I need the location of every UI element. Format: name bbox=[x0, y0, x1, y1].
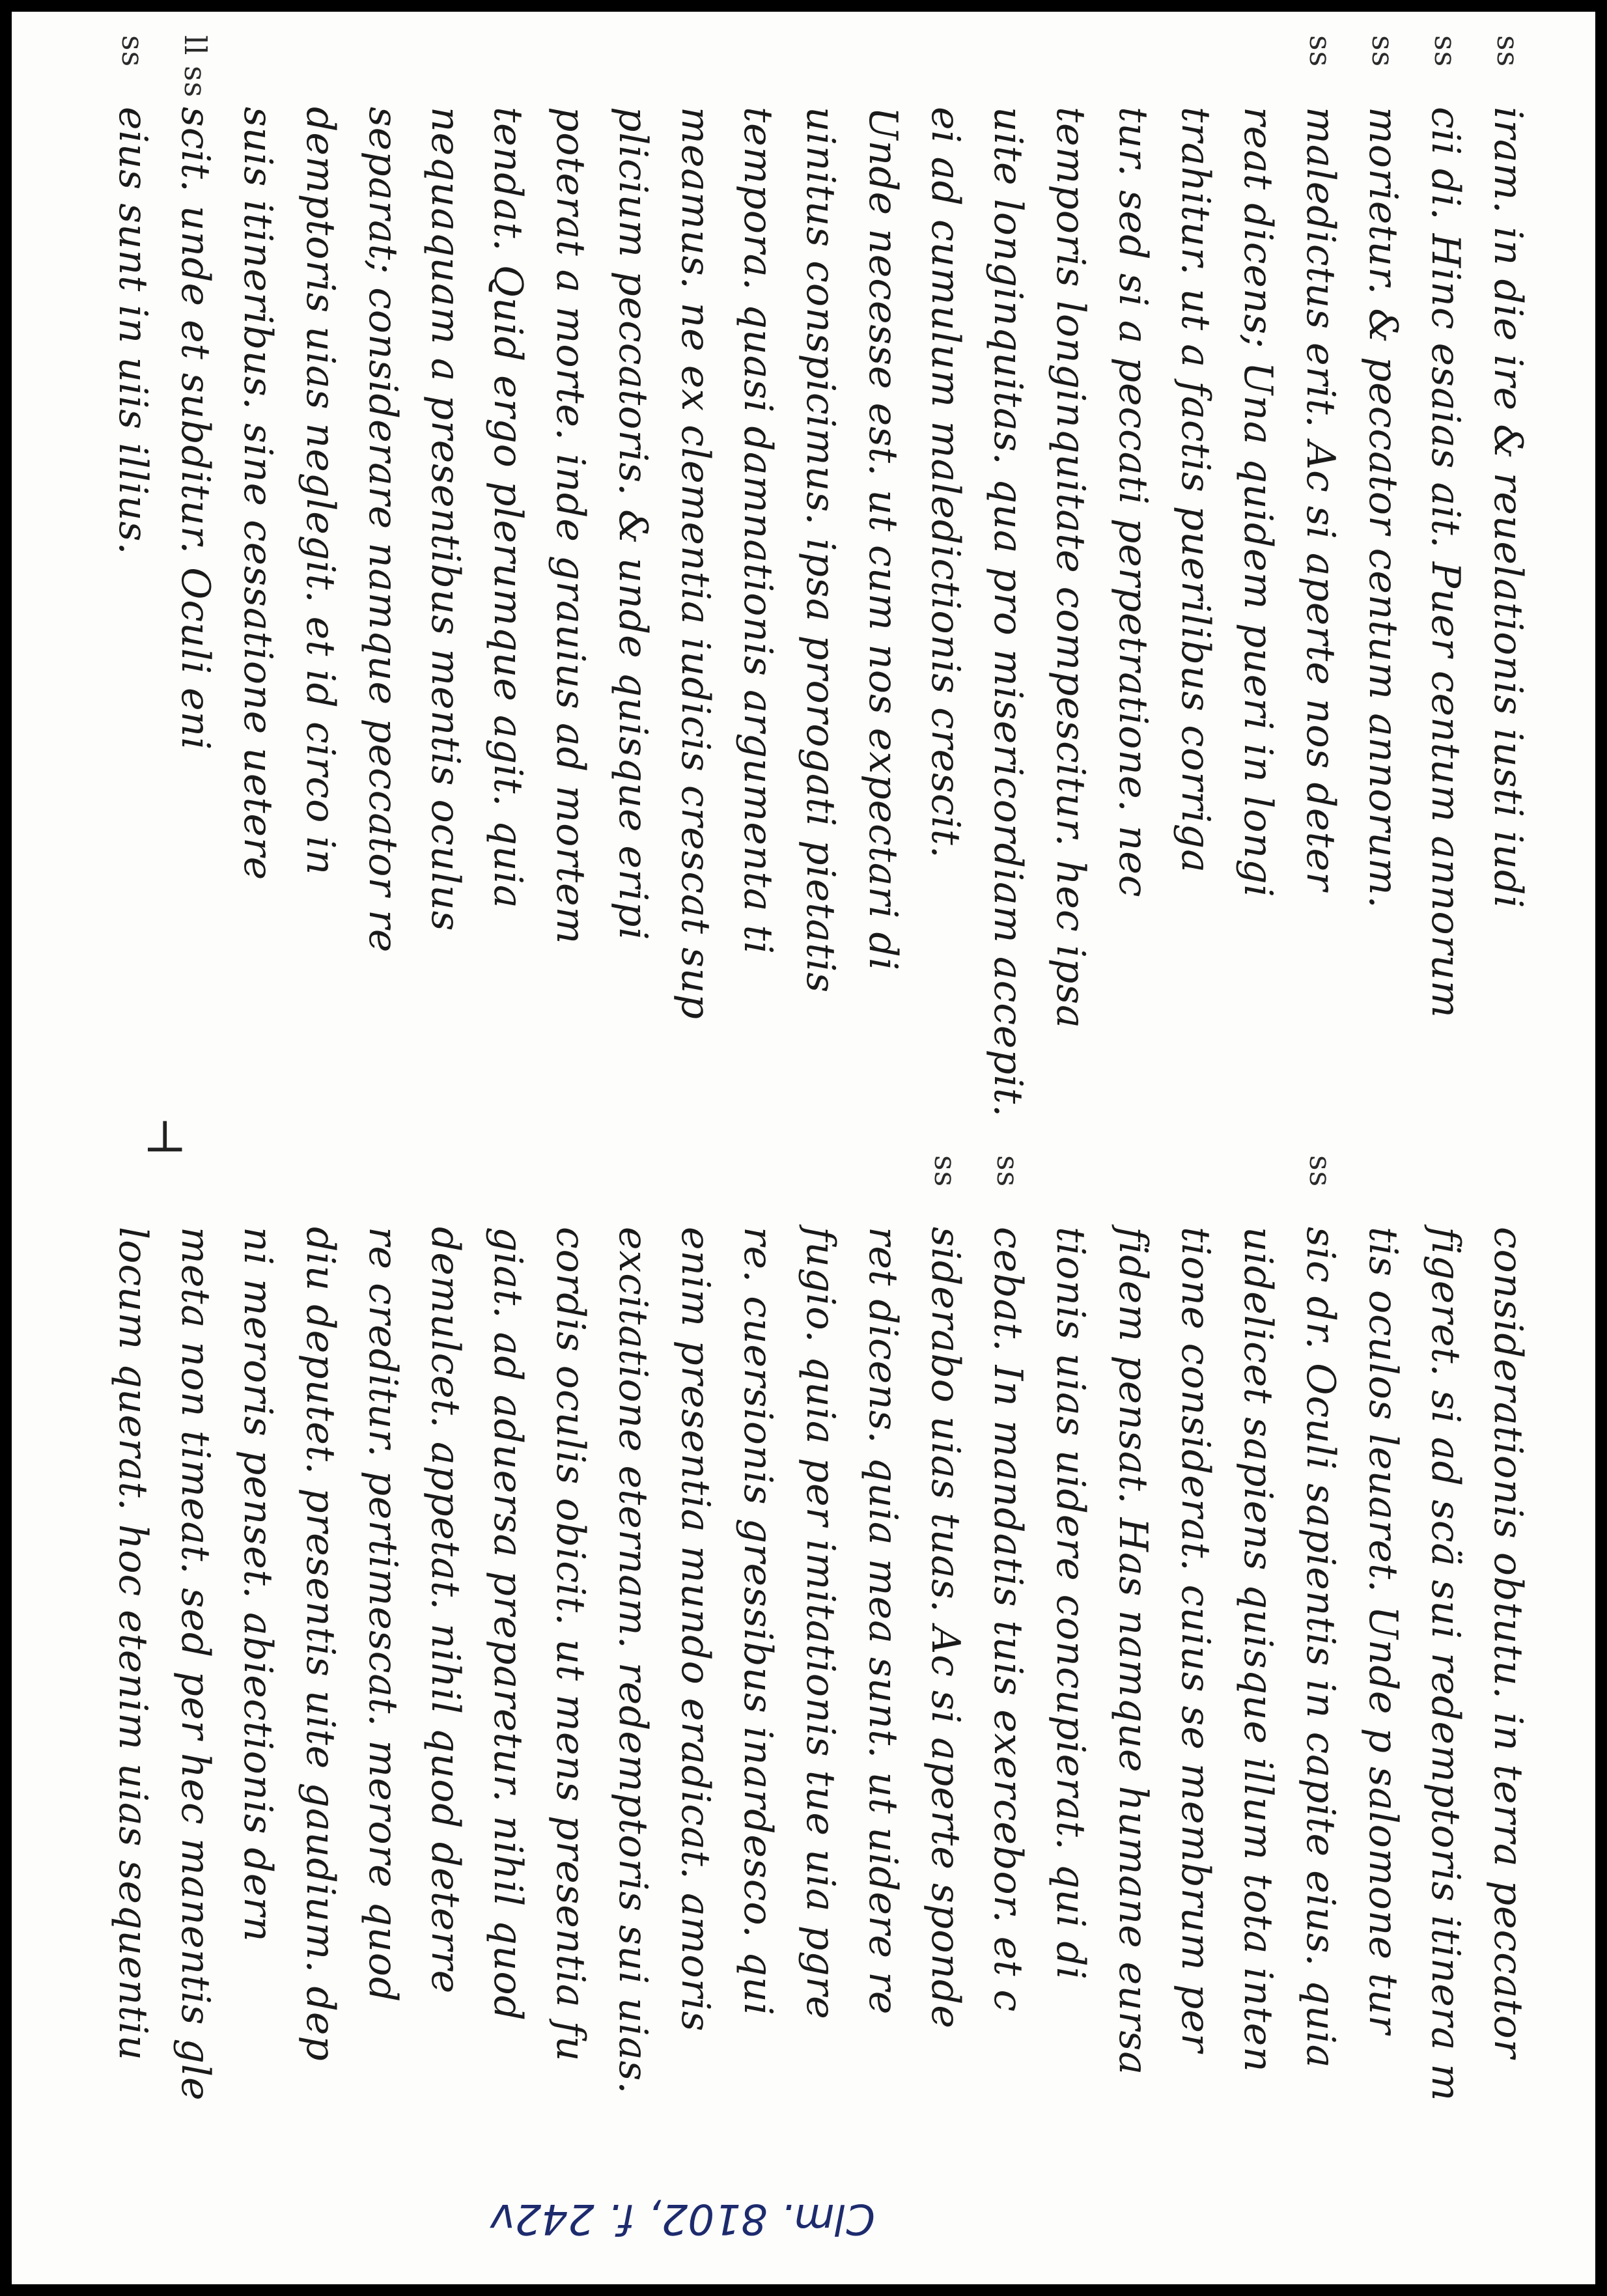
line-text: re creditur. pertimescat. merore quod bbox=[360, 1227, 406, 2003]
margin-mark: ss bbox=[990, 1155, 1026, 1188]
line-text: diu deputet. presentis uite gaudium. dep bbox=[298, 1227, 343, 2062]
paragraph-end-mark: ⊣ bbox=[137, 1116, 191, 1156]
margin-mark: ss bbox=[1428, 35, 1463, 68]
margin-mark: ss bbox=[1490, 35, 1526, 68]
shelfmark-layer bbox=[9, 9, 1598, 2287]
line-text: tis oculos leuaret. Unde p salomone tur bbox=[1360, 1227, 1406, 2035]
line-text: plicium peccatoris. & unde quisque eripi bbox=[610, 107, 656, 941]
margin-mark: ss bbox=[928, 1155, 963, 1188]
margin-mark: ss bbox=[1303, 35, 1338, 68]
line-text: sic dr. Oculi sapientis in capite eius. quia bbox=[1298, 1227, 1343, 2069]
line-text: Unde necesse est. ut cum nos expectari di bbox=[860, 107, 906, 972]
line-text: tempora. quasi damnationis argumenta ti bbox=[735, 107, 781, 955]
line-text: uite longinquitas. qua pro misericordiam accepit. bbox=[985, 107, 1031, 1118]
line-text: eius sunt in uiis illius. bbox=[110, 107, 156, 555]
margin-mark: ss bbox=[115, 35, 150, 68]
line-text: fidem pensat. Has namque humane eursa bbox=[1110, 1227, 1156, 2076]
margin-mark: ss bbox=[1365, 35, 1401, 68]
line-text: uidelicet sapiens quisque illum tota inten bbox=[1235, 1227, 1281, 2073]
line-text: maledictus erit. Ac si aperte nos deter bbox=[1298, 107, 1343, 891]
line-text: iram. in die ire & reuelationis iusti iudi bbox=[1485, 107, 1531, 909]
line-text: uinitus conspicimus. ipsa prorogati pietatis bbox=[798, 107, 843, 994]
line-text: tendat. Quid ergo plerumque agit. quia bbox=[485, 107, 531, 909]
line-text: enim presentia mundo eradicat. amoris bbox=[673, 1227, 718, 2032]
line-text: morietur. & peccator centum annorum. bbox=[1360, 107, 1406, 909]
line-text: meamus. ne ex clementia iudicis crescat sup bbox=[673, 107, 718, 1020]
line-text: cii di. Hinc esaias ait. Puer centum annorum bbox=[1423, 107, 1468, 1018]
line-text: tur. sed si a peccati perpetratione. nec bbox=[1110, 107, 1156, 898]
line-text: re. cuersionis gressibus inardesco. qui bbox=[735, 1227, 781, 2016]
line-text: scit. unde et subditur. Oculi eni bbox=[173, 107, 218, 751]
line-text: ret dicens. quia mea sunt. ut uidere re bbox=[860, 1227, 906, 2015]
shelfmark-holder bbox=[419, 2194, 875, 2243]
line-text: demulcet. appetat. nihil quod deterre bbox=[423, 1227, 468, 1995]
line-text: locum querat. hoc etenim uias sequentiu bbox=[110, 1227, 156, 2062]
line-text: demptoris uias neglegit. et id circo in bbox=[298, 107, 343, 876]
line-text: ei ad cumulum maledictionis crescit. bbox=[923, 107, 968, 859]
line-text: considerationis obtutu. in terra peccator bbox=[1485, 1227, 1531, 2059]
line-text: temporis longinquitate compescitur. hec ipsa bbox=[1048, 107, 1093, 1029]
line-text: giat. ad aduersa preparetur. nihil quod bbox=[485, 1227, 531, 2021]
margin-mark: ll ss bbox=[178, 35, 213, 98]
line-text: ni meroris penset. abiectionis dern bbox=[235, 1227, 281, 1942]
line-text: poterat a morte. inde grauius ad mortem bbox=[548, 107, 593, 945]
line-text: siderabo uias tuas. Ac si aperte sponde bbox=[923, 1227, 968, 2029]
line-text: separat; considerare namque peccator re bbox=[360, 107, 406, 953]
line-text: cebat. In mandatis tuis exercebor. et c bbox=[985, 1227, 1031, 2013]
line-text: tione considerat. cuius se membrum per bbox=[1173, 1227, 1218, 2053]
line-text: nequaquam a presentibus mentis oculus bbox=[423, 107, 468, 932]
line-text: tionis uias uidere concupierat. qui di bbox=[1048, 1227, 1093, 1980]
line-text: trahitur. ut a factis puerilibus corriga bbox=[1173, 107, 1218, 873]
line-text: reat dicens; Una quidem pueri in longi bbox=[1235, 107, 1281, 898]
line-text: excitatione eternam. redemptoris sui uias. bbox=[610, 1227, 656, 2095]
line-text: figeret. si ad scä sui redemptoris itinera m bbox=[1423, 1227, 1468, 2102]
line-text: suis itineribus. sine cessatione uetere bbox=[235, 107, 281, 881]
margin-mark: ss bbox=[1303, 1155, 1338, 1188]
line-text: meta non timeat. sed per hec manentis gle bbox=[173, 1227, 218, 2101]
line-text: fugio. quia per imitationis tue uia pgre bbox=[798, 1227, 843, 2020]
shelfmark-note: Clm. 8102, f. 242v bbox=[490, 2194, 875, 2243]
line-text: cordis oculis obicit. ut mens presentia fu bbox=[548, 1227, 593, 2062]
manuscript-page bbox=[9, 9, 1598, 2287]
